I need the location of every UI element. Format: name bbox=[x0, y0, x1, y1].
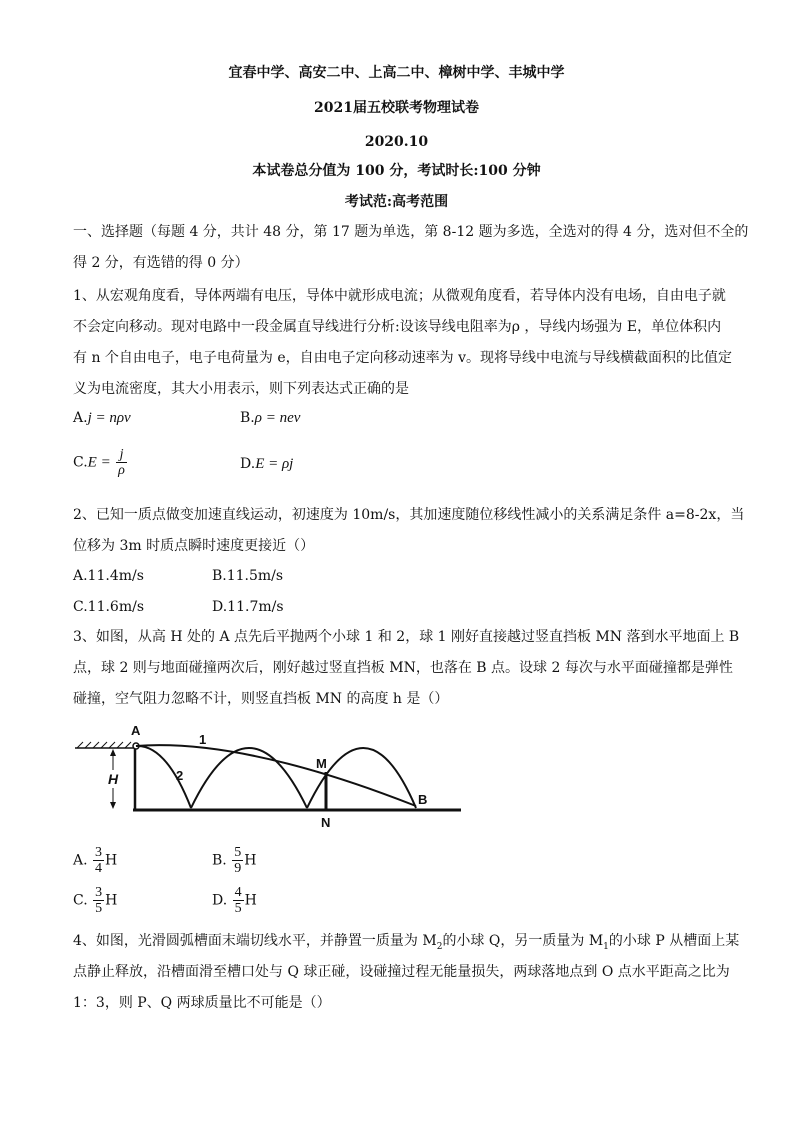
q3-option-d-label: D. bbox=[212, 892, 228, 909]
q1-option-a-expr: j = nρv bbox=[87, 410, 131, 426]
q1-stem-line2: 不会定向移动。现对电路中一段金属直导线进行分析:设该导线电阻率为ρ ，导线内场强为 E，单位体积内 bbox=[73, 319, 722, 335]
label-A: A bbox=[131, 723, 141, 738]
q3-option-c-label: C. bbox=[73, 892, 88, 909]
section1-instructions-line1: 一、选择题（每题 4 分，共计 48 分，第 17 题为单选，第 8-12 题为多选，全选对的得 4 分，选对但不全的 bbox=[73, 224, 749, 240]
q2-option-a: A.11.4m/s bbox=[73, 568, 144, 584]
q4-stem-line3: 1：3，则 P、Q 两球质量比不可能是（） bbox=[73, 995, 331, 1011]
q1-stem-line1: 1、从宏观角度看，导体两端有电压，导体中就形成电流；从微观角度看，若导体内没有电场，自由电子就 bbox=[73, 288, 726, 304]
label-ball-2: 2 bbox=[176, 768, 184, 783]
q4-mass-subscript-1: 1 bbox=[603, 941, 609, 952]
label-H: H bbox=[108, 771, 119, 787]
q4-mass-subscript-2: 2 bbox=[436, 941, 443, 952]
q4-stem-line1 bbox=[73, 932, 739, 956]
q1-option-c-lhs: E = bbox=[87, 454, 111, 471]
q3-option-b-unit: H bbox=[244, 852, 257, 869]
q3-option-c-numerator: 3 bbox=[95, 885, 103, 900]
q3-option-b bbox=[212, 845, 256, 876]
q3-option-a-label: A. bbox=[73, 852, 88, 869]
trajectory-ball-2-segment-2 bbox=[191, 748, 307, 808]
q3-option-d-numerator: 4 bbox=[234, 885, 242, 900]
q1-option-c bbox=[73, 447, 128, 478]
schools-title: 宜春中学、高安二中、上高二中、樟树中学、丰城中学 bbox=[228, 65, 565, 81]
q1-stem-line3: 有 n 个自由电子，电子电荷量为 e，自由电子定向移动速率为 v。现将导线中电流与导线横截面积的比值定 bbox=[73, 350, 733, 366]
height-arrowhead-top bbox=[110, 749, 116, 756]
q3-option-a-fraction bbox=[93, 845, 104, 876]
q3-projectile-figure bbox=[73, 718, 465, 830]
q1-option-c-fraction bbox=[116, 447, 127, 478]
ledge-hatching bbox=[75, 742, 135, 748]
q1-option-b-expr: ρ = nev bbox=[254, 410, 301, 426]
q3-option-b-numerator: 5 bbox=[234, 845, 242, 860]
q3-option-b-label: B. bbox=[212, 852, 227, 869]
q1-stem-line4: 义为电流密度，其大小用表示，则下列表达式正确的是 bbox=[73, 381, 409, 397]
exam-scope: 考试范:高考范围 bbox=[344, 194, 449, 210]
q3-option-a-denominator: 4 bbox=[95, 861, 103, 876]
q3-option-d bbox=[212, 885, 257, 916]
q4-stem-line1-part-a: 4、如图，光滑圆弧槽面末端切线水平，并静置一质量为 M bbox=[73, 933, 437, 949]
q3-option-c-denominator: 5 bbox=[95, 901, 103, 916]
q4-stem-line1-part-c: 的小球 P 从槽面上某 bbox=[608, 933, 740, 949]
q2-stem-line1: 2、已知一质点做变加速直线运动，初速度为 10m/s，其加速度随位移线性减小的关系满足条件 a=8-2x，当 bbox=[73, 507, 745, 523]
q3-stem-line1: 3、如图，从高 H 处的 A 点先后平抛两个小球 1 和 2，球 1 刚好直接越过竖直挡板 MN 落到水平地面上 B bbox=[73, 629, 740, 645]
q1-option-a-label: A. bbox=[73, 410, 88, 426]
q2-option-b: B.11.5m/s bbox=[212, 568, 284, 584]
label-ball-1: 1 bbox=[199, 732, 207, 747]
q3-option-b-denominator: 9 bbox=[234, 861, 242, 876]
q2-stem-line2: 位移为 3m 时质点瞬时速度更接近（） bbox=[73, 538, 315, 554]
q1-option-a bbox=[73, 409, 131, 427]
q1-option-d-expr: E = ρj bbox=[255, 456, 294, 472]
q2-option-c: C.11.6m/s bbox=[73, 599, 145, 615]
label-B: B bbox=[418, 792, 428, 807]
section1-instructions-line2: 得 2 分，有选错的得 0 分） bbox=[73, 255, 249, 271]
q1-option-c-denominator: ρ bbox=[118, 463, 125, 478]
score-time-info: 本试卷总分值为 100 分，考试时长:100 分钟 bbox=[252, 163, 541, 179]
q2-option-d: D.11.7m/s bbox=[212, 599, 284, 615]
q1-option-b-label: B. bbox=[240, 410, 255, 426]
q1-option-d-label: D. bbox=[240, 456, 256, 472]
q1-option-c-label: C. bbox=[73, 454, 88, 471]
label-N: N bbox=[321, 815, 331, 830]
q4-stem-line1-part-b: 的小球 Q，另一质量为 M bbox=[442, 933, 604, 949]
q3-option-d-fraction bbox=[233, 885, 244, 916]
q3-option-d-unit: H bbox=[244, 892, 257, 909]
q3-option-a bbox=[73, 845, 117, 876]
height-arrowhead-bottom bbox=[110, 802, 116, 809]
exam-date: 2020.10 bbox=[364, 134, 429, 150]
label-M: M bbox=[316, 756, 327, 771]
q3-option-a-unit: H bbox=[105, 852, 118, 869]
q3-option-c bbox=[73, 885, 117, 916]
q3-option-a-numerator: 3 bbox=[95, 845, 103, 860]
q3-option-c-unit: H bbox=[105, 892, 118, 909]
q3-option-c-fraction bbox=[93, 885, 104, 916]
q3-option-b-fraction bbox=[232, 845, 243, 876]
q4-stem-line2: 点静止释放，沿槽面滑至槽口处与 Q 球正碰，设碰撞过程无能量损失，两球落地点到 O 点水平距高之比为 bbox=[73, 964, 730, 980]
q3-option-d-denominator: 5 bbox=[234, 901, 242, 916]
q1-option-d bbox=[240, 455, 293, 473]
q3-stem-line3: 碰撞，空气阻力忽略不计，则竖直挡板 MN 的高度 h 是（） bbox=[73, 691, 449, 707]
q1-option-c-numerator: j bbox=[116, 447, 127, 463]
exam-title: 2021届五校联考物理试卷 bbox=[314, 100, 479, 116]
q1-option-b bbox=[240, 409, 300, 427]
q3-stem-line2: 点，球 2 则与地面碰撞两次后，刚好越过竖直挡板 MN，也落在 B 点。设球 2 每次与水平面碰撞都是弹性 bbox=[73, 660, 733, 676]
